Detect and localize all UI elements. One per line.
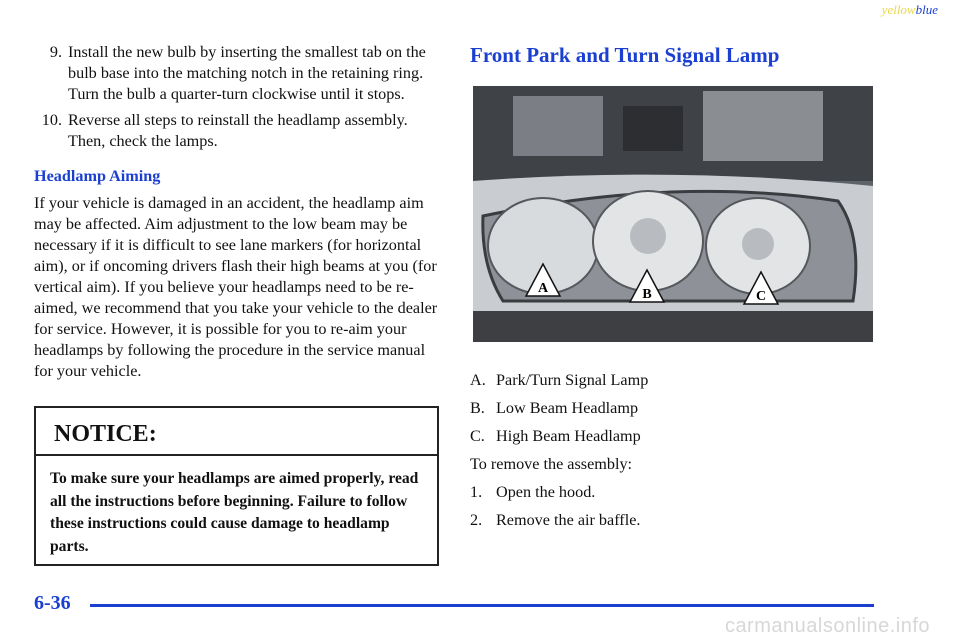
left-column	[34, 42, 439, 382]
callout-c-label: C	[755, 289, 767, 304]
step-item	[470, 482, 910, 510]
step-item	[34, 110, 439, 152]
print-marker-blue: blue	[915, 2, 938, 17]
step-number: 1.	[470, 483, 483, 501]
legend-text: High Beam Headlamp	[496, 427, 641, 445]
legend-item	[470, 370, 910, 398]
procedure-intro: To remove the assembly:	[470, 455, 633, 473]
legend-key: B.	[470, 399, 485, 417]
notice-title: NOTICE:	[36, 408, 437, 456]
legend-text: Low Beam Headlamp	[496, 399, 639, 417]
step-text: Open the hood.	[496, 483, 596, 501]
step-text: Remove the air baffle.	[496, 511, 641, 529]
section-title: Front Park and Turn Signal Lamp	[470, 43, 780, 67]
print-marker	[882, 2, 938, 18]
right-column-header	[470, 42, 910, 68]
notice-box	[34, 406, 439, 566]
step-number: 2.	[470, 511, 483, 529]
step-item	[470, 510, 910, 538]
legend-item	[470, 398, 910, 426]
print-marker-yellow: yellow	[881, 2, 916, 17]
legend-key: A.	[470, 371, 486, 389]
page-number: 6-36	[34, 592, 71, 614]
callout-a-label: A	[537, 281, 549, 296]
headlamp-illustration	[473, 86, 873, 342]
step-text: Reverse all steps to reinstall the headlamp assembly. Then, check the lamps.	[68, 111, 408, 150]
body-paragraph: If your vehicle is damaged in an accident, the headlamp aim may be affected. Aim adjustment to the low beam may be necessary if it is difficult to see lane markers (for horizontal aim), or if oncoming drivers flash their high beams at you (for vertical aim). If you believe your headlamps need to be re-aimed, we recommend that you take your vehicle to the dealer for service. However, it is possible for you to re-aim your headlamps by following the procedure in the service manual for your vehicle.	[34, 194, 438, 380]
legend-text: Park/Turn Signal Lamp	[496, 371, 649, 389]
callout-b-label: B	[642, 287, 652, 302]
step-number: 10.	[41, 111, 62, 129]
footer-divider	[90, 604, 874, 607]
watermark: carmanualsonline.info	[724, 615, 930, 637]
step-text: Install the new bulb by inserting the smallest tab on the bulb base into the matching notch in the retaining ring. Turn the bulb a quarter-turn clockwise until it stops.	[68, 43, 426, 103]
step-number: 9.	[49, 43, 62, 61]
section-subheading: Headlamp Aiming	[34, 167, 161, 185]
legend-key: C.	[470, 427, 485, 445]
step-item	[34, 42, 439, 105]
headlamp-photo	[473, 86, 873, 342]
notice-body: To make sure your headlamps are aimed properly, read all the instructions before beginning. Failure to follow these instructions could cause damage to headlamp parts.	[50, 470, 419, 555]
legend-item	[470, 426, 910, 454]
photo-legend-and-steps	[470, 370, 910, 538]
